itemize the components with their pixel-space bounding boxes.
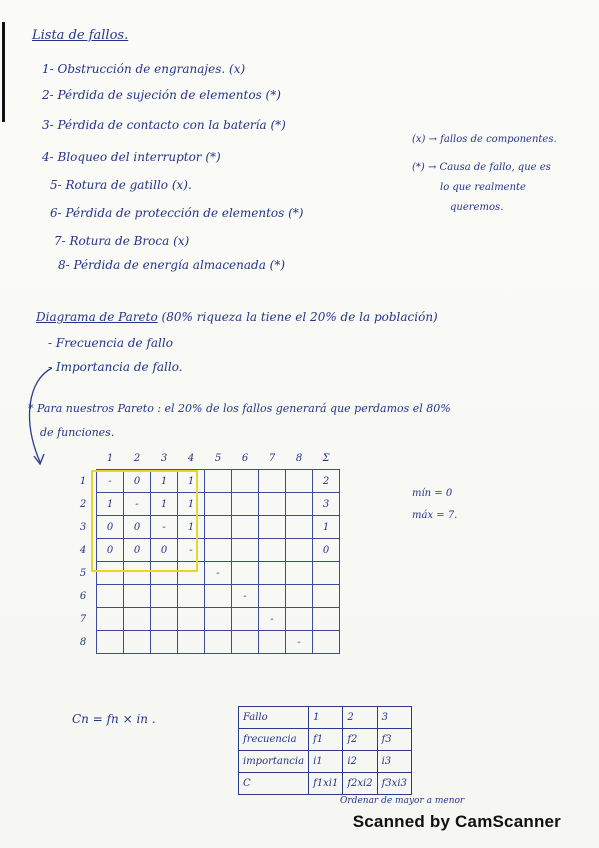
matrix-cell: - (151, 516, 178, 539)
formula: Cn = fn × in . (72, 712, 156, 726)
matrix-cell (124, 585, 151, 608)
matrix-cell (286, 585, 313, 608)
legend-line-2: (*) → Causa de fallo, que es (412, 162, 551, 173)
matrix-cell (313, 562, 340, 585)
pareto-matrix (70, 447, 340, 654)
matrix-cell: 0 (97, 539, 124, 562)
legend-line-4: queremos. (450, 202, 504, 213)
c-table-wrap (238, 706, 412, 795)
matrix-col-header: 5 (214, 452, 222, 464)
scanner-banner: Scanned by CamScanner (352, 812, 561, 831)
matrix-row (70, 608, 340, 631)
c-table-row (239, 773, 412, 795)
c-table-cell: i2 (343, 751, 377, 773)
matrix-col-header: 2 (133, 452, 141, 464)
highlight-box (91, 470, 198, 572)
matrix-row-header: 8 (79, 636, 87, 648)
matrix-col-header: 8 (295, 452, 303, 464)
matrix-cell (205, 631, 232, 654)
matrix-cell: - (97, 470, 124, 493)
matrix-cell (259, 585, 286, 608)
matrix-cell: 2 (313, 470, 340, 493)
c-table-row-label: Fallo (239, 707, 309, 729)
matrix-cell: 0 (124, 516, 151, 539)
matrix-cell (124, 631, 151, 654)
c-table-cell: 2 (343, 707, 377, 729)
matrix-col-header: 7 (268, 452, 276, 464)
matrix-row-header: 3 (79, 521, 87, 533)
matrix-cell (205, 470, 232, 493)
matrix-row-header: 5 (79, 567, 87, 579)
matrix-col-header: 1 (106, 452, 114, 464)
matrix-cell (232, 539, 259, 562)
matrix-cell: 1 (178, 470, 205, 493)
c-table-cell: i3 (377, 751, 411, 773)
c-table-cell: f1xi1 (309, 773, 343, 795)
matrix-cell: 1 (151, 493, 178, 516)
bullet-importance: - Importancia de fallo. (48, 360, 183, 374)
failure-item-3: 3- Pérdida de contacto con la batería (*) (42, 118, 286, 132)
matrix-cell (259, 562, 286, 585)
legend-line-3: lo que realmente (440, 182, 526, 193)
c-table-row (239, 729, 412, 751)
matrix-cell (205, 585, 232, 608)
matrix-row-header: 1 (79, 475, 87, 487)
matrix-cell (205, 539, 232, 562)
matrix-cell: 0 (151, 539, 178, 562)
matrix-cell: 1 (151, 470, 178, 493)
matrix-cell: - (205, 562, 232, 585)
matrix-cell: 0 (124, 539, 151, 562)
matrix-cell (232, 631, 259, 654)
matrix-cell: 3 (313, 493, 340, 516)
matrix-cell (232, 516, 259, 539)
matrix-cell (232, 608, 259, 631)
matrix-cell (205, 608, 232, 631)
matrix-cell: 1 (178, 493, 205, 516)
matrix-cell (97, 585, 124, 608)
legend-line-1: (x) → fallos de componentes. (412, 134, 557, 145)
matrix-cell (205, 516, 232, 539)
matrix-row-header: 4 (79, 544, 87, 556)
c-table-row (239, 707, 412, 729)
c-table-cell: 1 (309, 707, 343, 729)
matrix-row-header: 2 (79, 498, 87, 510)
matrix-row-header: 7 (79, 613, 87, 625)
matrix-cell (178, 631, 205, 654)
matrix-col-header: 4 (187, 452, 195, 464)
c-table-cell: f2xi2 (343, 773, 377, 795)
c-table-row (239, 751, 412, 773)
c-table-cell: f2 (343, 729, 377, 751)
matrix-cell (313, 608, 340, 631)
matrix-cell (232, 470, 259, 493)
pareto-text-2: de funciones. (40, 426, 115, 439)
matrix-cell (151, 585, 178, 608)
matrix-cell (259, 493, 286, 516)
matrix-row (70, 631, 340, 654)
matrix-header-row (70, 447, 340, 470)
matrix-cell: - (286, 631, 313, 654)
matrix-cell (286, 608, 313, 631)
c-table-cell: f3 (377, 729, 411, 751)
matrix-cell (151, 631, 178, 654)
matrix-corner (70, 447, 97, 470)
matrix-cell: 0 (97, 516, 124, 539)
pareto-title: Diagrama de Pareto (36, 310, 158, 324)
failure-item-1: 1- Obstrucción de engranajes. (x) (42, 62, 246, 76)
list-title: Lista de fallos. (32, 28, 129, 43)
matrix-cell: 1 (178, 516, 205, 539)
c-table-cell: i1 (309, 751, 343, 773)
failure-item-6: 6- Pérdida de protección de elementos (*) (50, 206, 304, 220)
c-table-cell: f1 (309, 729, 343, 751)
matrix-cell: - (259, 608, 286, 631)
matrix-cell (259, 539, 286, 562)
c-table-row-label: C (239, 773, 309, 795)
matrix-cell (286, 470, 313, 493)
failure-item-5: 5- Rotura de gatillo (x). (50, 178, 192, 192)
matrix-cell (259, 631, 286, 654)
matrix-cell (124, 608, 151, 631)
matrix-cell (205, 493, 232, 516)
matrix-cell (286, 562, 313, 585)
c-table-cell: f3xi3 (377, 773, 411, 795)
matrix-cell (97, 608, 124, 631)
matrix-row-header: 6 (79, 590, 87, 602)
max-value: máx = 7. (412, 510, 458, 521)
matrix-cell (151, 608, 178, 631)
matrix-cell (313, 631, 340, 654)
matrix-cell (313, 585, 340, 608)
matrix-cell (97, 631, 124, 654)
matrix-col-header: Σ (322, 452, 330, 464)
failure-item-8: 8- Pérdida de energía almacenada (*) (58, 258, 286, 272)
matrix-cell: 0 (313, 539, 340, 562)
matrix-cell: - (178, 539, 205, 562)
matrix-cell: 1 (97, 493, 124, 516)
matrix-cell (259, 516, 286, 539)
pareto-text-1: * Para nuestros Pareto : el 20% de los fallos generará que perdamos el 80% (28, 402, 451, 415)
pareto-note: (80% riqueza la tiene el 20% de la población) (161, 310, 438, 324)
matrix-cell (259, 470, 286, 493)
matrix-col-header: 6 (241, 452, 249, 464)
min-value: mín = 0 (412, 488, 453, 499)
footnote: Ordenar de mayor a menor (340, 796, 465, 806)
failure-item-4: 4- Bloqueo del interruptor (*) (42, 150, 221, 164)
matrix-cell: 1 (313, 516, 340, 539)
matrix-cell: - (124, 493, 151, 516)
matrix-cell (178, 608, 205, 631)
matrix-cell (232, 562, 259, 585)
matrix-cell (232, 493, 259, 516)
matrix-col-header: 3 (160, 452, 168, 464)
matrix-cell: - (232, 585, 259, 608)
c-table-cell: 3 (377, 707, 411, 729)
failure-item-7: 7- Rotura de Broca (x) (54, 234, 190, 248)
c-table-row-label: frecuencia (239, 729, 309, 751)
matrix-cell (286, 493, 313, 516)
bullet-frequency: - Frecuencia de fallo (48, 336, 173, 350)
c-table-row-label: importancia (239, 751, 309, 773)
failure-item-2: 2- Pérdida de sujeción de elementos (*) (42, 88, 281, 102)
matrix-cell (178, 585, 205, 608)
matrix-cell: 0 (124, 470, 151, 493)
matrix-cell (286, 516, 313, 539)
matrix-cell (286, 539, 313, 562)
c-table (238, 706, 412, 795)
matrix-row (70, 585, 340, 608)
